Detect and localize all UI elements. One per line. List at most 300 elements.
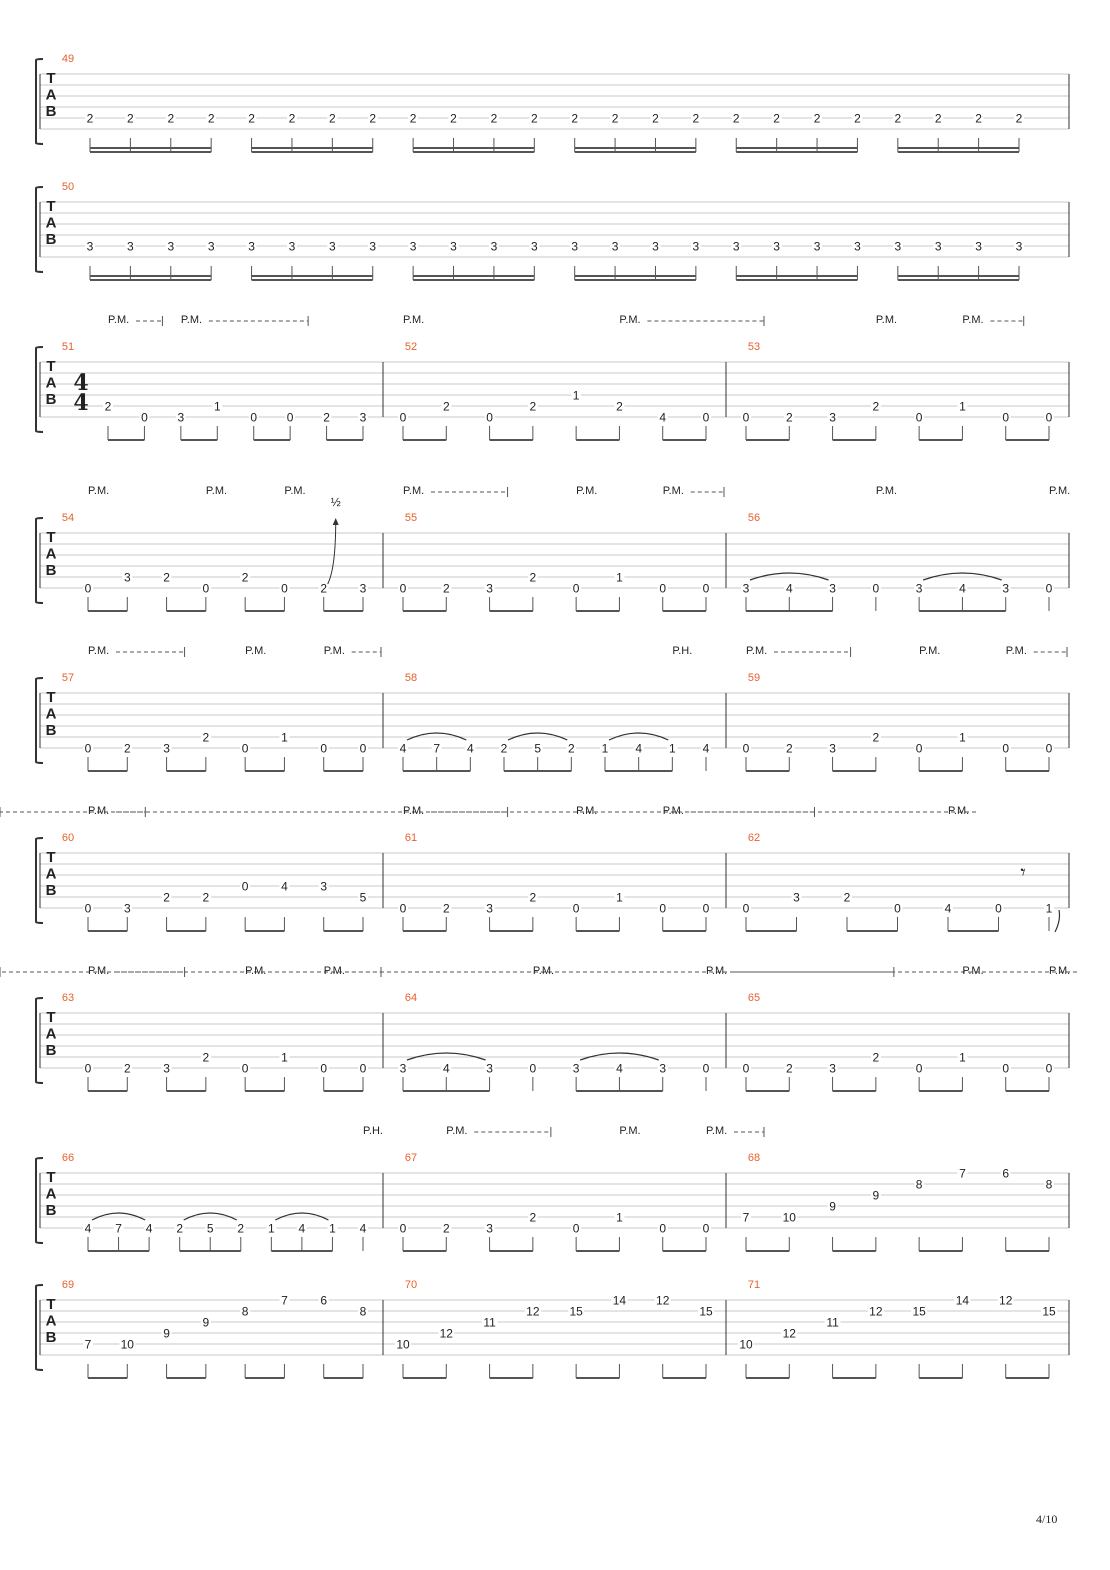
fret-number: 2: [813, 111, 821, 126]
fret-number: 3: [399, 1061, 407, 1076]
fret-number: 7: [742, 1210, 750, 1225]
tab-clef-letter: B: [45, 231, 57, 248]
tab-system-9: [36, 1285, 1069, 1378]
fret-number: 3: [123, 901, 131, 916]
fret-number: 3: [915, 581, 923, 596]
tab-clef-letter: B: [45, 103, 57, 120]
tab-clef-letter: B: [45, 1329, 57, 1346]
fret-number: 0: [742, 741, 750, 756]
fret-number: 3: [934, 239, 942, 254]
fret-number: 2: [104, 399, 112, 414]
palm-mute-label: P.M.: [919, 645, 941, 657]
pinch-harmonic-label: P.H.: [672, 645, 693, 657]
palm-mute-label: P.M.: [1049, 965, 1071, 977]
fret-number: 4: [84, 1221, 92, 1236]
page-number: 4/10: [1036, 1512, 1058, 1526]
fret-number: 0: [702, 581, 710, 596]
fret-number: 2: [500, 741, 508, 756]
tab-clef-letter: T: [46, 529, 56, 546]
measure-number: 61: [404, 832, 418, 844]
fret-number: 3: [486, 1061, 493, 1076]
fret-number: 8: [359, 1304, 367, 1319]
fret-number: 2: [975, 111, 982, 126]
fret-number: 3: [1002, 581, 1010, 596]
fret-number: 7: [433, 741, 441, 756]
measure-number: 58: [404, 672, 418, 684]
fret-number: 3: [248, 239, 255, 254]
bend-arrow: [328, 521, 336, 584]
fret-number: 2: [163, 890, 170, 905]
measure-number: 62: [747, 832, 761, 844]
bend-amount: ½: [330, 495, 341, 509]
fret-number: 1: [601, 741, 609, 756]
fret-number: 3: [692, 239, 700, 254]
tab-clef-letter: A: [45, 1025, 57, 1043]
fret-number: 0: [141, 410, 148, 425]
fret-number: 2: [652, 111, 659, 126]
fret-number: 0: [250, 410, 258, 425]
fret-number: 2: [202, 730, 210, 745]
fret-number: 0: [915, 410, 923, 425]
fret-number: 4: [785, 581, 793, 596]
fret-number: 2: [123, 1061, 131, 1076]
fret-number: 0: [742, 901, 750, 916]
tab-clef-letter: B: [45, 882, 57, 899]
fret-number: 4: [145, 1221, 153, 1236]
fret-number: 0: [399, 410, 407, 425]
fret-number: 0: [84, 901, 92, 916]
fret-number: 2: [894, 111, 902, 126]
fret-number: 5: [206, 1221, 214, 1236]
fret-number: 0: [659, 1221, 667, 1236]
fret-number: 8: [915, 1177, 923, 1192]
tab-system-1: [36, 59, 1069, 152]
tab-system-5: [36, 647, 1069, 771]
fret-number: 3: [167, 239, 175, 254]
tab-clef-letter: T: [46, 849, 56, 866]
fret-number: 0: [1002, 741, 1010, 756]
fret-number: 0: [529, 1061, 537, 1076]
fret-number: 2: [323, 410, 330, 425]
fret-number: 10: [739, 1337, 753, 1352]
fret-number: 2: [320, 581, 328, 596]
measure-number: 63: [61, 992, 75, 1004]
fret-number: 2: [785, 410, 793, 425]
tab-clef-letter: A: [45, 545, 57, 563]
time-signature-top: 4: [73, 370, 89, 396]
tab-clef-letter: A: [45, 86, 57, 104]
fret-number: 12: [439, 1326, 453, 1341]
fret-number: 2: [872, 730, 880, 745]
fret-number: 12: [656, 1293, 670, 1308]
fret-number: 0: [241, 741, 249, 756]
fret-number: 0: [286, 410, 294, 425]
fret-number: 0: [399, 901, 407, 916]
fret-number: 0: [702, 410, 710, 425]
fret-number: 8: [1045, 1177, 1053, 1192]
fret-number: 3: [773, 239, 780, 254]
fret-number: 9: [163, 1326, 170, 1341]
fret-number: 11: [483, 1315, 496, 1330]
measure-number: 59: [747, 672, 761, 684]
fret-number: 4: [281, 879, 288, 894]
fret-number: 0: [241, 1061, 249, 1076]
fret-number: 12: [999, 1293, 1013, 1308]
fret-number: 0: [486, 410, 493, 425]
fret-number: 4: [944, 901, 952, 916]
fret-number: 3: [572, 1061, 580, 1076]
fret-number: 12: [782, 1326, 796, 1341]
fret-number: 15: [1042, 1304, 1056, 1319]
fret-number: 0: [915, 741, 923, 756]
fret-number: 2: [692, 111, 700, 126]
fret-number: 2: [450, 111, 457, 126]
fret-number: 2: [288, 111, 296, 126]
tab-clef-letter: T: [46, 689, 56, 706]
fret-number: 2: [530, 111, 538, 126]
palm-mute-label: P.M.: [323, 965, 345, 977]
fret-number: 0: [1045, 581, 1053, 596]
fret-number: 0: [1002, 410, 1010, 425]
palm-mute-label: P.M.: [245, 965, 267, 977]
time-signature-bottom: 4: [73, 390, 89, 416]
fret-number: 3: [320, 879, 328, 894]
fret-number: 2: [176, 1221, 184, 1236]
fret-number: 6: [320, 1293, 328, 1308]
tab-clef-letter: A: [45, 1185, 57, 1203]
measure-number: 68: [747, 1152, 761, 1164]
palm-mute-label: P.M.: [1049, 485, 1071, 497]
bend-arrowhead: [333, 518, 339, 525]
fret-number: 0: [1045, 410, 1053, 425]
tab-system-8: [36, 1127, 1069, 1251]
fret-number: 1: [668, 741, 676, 756]
fret-number: 3: [127, 239, 134, 254]
fret-number: 2: [785, 741, 793, 756]
palm-mute-label: P.M.: [88, 805, 110, 817]
tab-clef-letter: A: [45, 214, 57, 232]
fret-number: 14: [612, 1293, 627, 1308]
fret-number: 3: [450, 239, 457, 254]
tab-clef-letter: A: [45, 374, 57, 392]
fret-number: 4: [442, 1061, 450, 1076]
palm-mute-label: P.M.: [746, 645, 768, 657]
fret-number: 7: [281, 1293, 288, 1308]
pinch-harmonic-label: P.H.: [363, 1125, 383, 1137]
measure-number: 55: [404, 512, 418, 524]
fret-number: 3: [854, 239, 861, 254]
fret-number: 3: [894, 239, 902, 254]
fret-number: 2: [86, 111, 94, 126]
measure-number: 71: [747, 1279, 761, 1291]
fret-number: 10: [782, 1210, 796, 1225]
fret-number: 3: [829, 741, 836, 756]
palm-mute-label: P.M.: [576, 805, 598, 817]
fret-number: 1: [959, 730, 966, 745]
fret-number: 1: [329, 1221, 336, 1236]
fret-number: 2: [1015, 111, 1023, 126]
fret-number: 4: [359, 1221, 367, 1236]
palm-mute-label: P.M.: [875, 485, 898, 497]
fret-number: 2: [442, 1221, 450, 1236]
palm-mute-label: P.M.: [245, 645, 267, 657]
fret-number: 0: [742, 410, 750, 425]
fret-number: 0: [281, 581, 288, 596]
measure-number: 54: [61, 512, 75, 524]
fret-number: 2: [616, 399, 623, 414]
fret-number: 3: [207, 239, 215, 254]
fret-number: 0: [241, 879, 249, 894]
fret-number: 2: [241, 570, 249, 585]
fret-number: 2: [202, 890, 210, 905]
fret-number: 3: [329, 239, 336, 254]
palm-mute-label: P.M.: [706, 965, 728, 977]
fret-number: 7: [115, 1221, 122, 1236]
fret-number: 3: [742, 581, 750, 596]
fret-number: 0: [572, 581, 580, 596]
fret-number: 0: [202, 581, 210, 596]
fret-number: 3: [530, 239, 538, 254]
palm-mute-label: P.M.: [108, 314, 130, 326]
fret-number: 4: [616, 1061, 623, 1076]
fret-number: 7: [84, 1337, 92, 1352]
slide-line: [1055, 910, 1060, 932]
fret-number: 0: [320, 741, 328, 756]
fret-number: 3: [829, 410, 836, 425]
fret-number: 2: [529, 1210, 537, 1225]
fret-number: 0: [399, 581, 407, 596]
fret-number: 2: [843, 890, 851, 905]
fret-number: 3: [486, 901, 493, 916]
fret-number: 3: [486, 1221, 493, 1236]
fret-number: 3: [813, 239, 821, 254]
tab-clef-letter: B: [45, 722, 57, 739]
measure-number: 57: [61, 672, 75, 684]
fret-number: 0: [659, 901, 667, 916]
fret-number: 0: [572, 1221, 580, 1236]
tab-clef-letter: B: [45, 1202, 57, 1219]
fret-number: 4: [659, 410, 667, 425]
measure-number: 49: [61, 53, 75, 65]
fret-number: 3: [1015, 239, 1023, 254]
fret-number: 3: [163, 1061, 170, 1076]
fret-number: 3: [659, 1061, 667, 1076]
fret-number: 2: [202, 1050, 210, 1065]
fret-number: 2: [329, 111, 336, 126]
palm-mute-label: P.M.: [180, 314, 203, 326]
palm-mute-label: P.M.: [962, 314, 984, 326]
fret-number: 1: [281, 730, 288, 745]
fret-number: 0: [359, 741, 367, 756]
palm-mute-label: P.M.: [403, 485, 425, 497]
measure-number: 70: [404, 1279, 418, 1291]
measure-number: 69: [61, 1279, 75, 1291]
fret-number: 2: [872, 399, 880, 414]
fret-number: 0: [84, 741, 92, 756]
tab-system-6: [0, 807, 1069, 932]
fret-number: 5: [534, 741, 542, 756]
palm-mute-label: P.M.: [403, 805, 425, 817]
fret-number: 1: [281, 1050, 288, 1065]
fret-number: 15: [569, 1304, 583, 1319]
fret-number: 4: [466, 741, 474, 756]
fret-number: 1: [616, 1210, 623, 1225]
fret-number: 2: [167, 111, 175, 126]
palm-mute-label: P.M.: [403, 314, 425, 326]
fret-number: 3: [490, 239, 498, 254]
fret-number: 15: [699, 1304, 713, 1319]
fret-number: 2: [529, 570, 537, 585]
tab-clef-letter: B: [45, 562, 57, 579]
palm-mute-label: P.M.: [662, 485, 684, 497]
palm-mute-label: P.M.: [446, 1125, 468, 1137]
measure-number: 66: [61, 1152, 75, 1164]
fret-number: 3: [288, 239, 296, 254]
palm-mute-label: P.M.: [88, 485, 110, 497]
fret-number: 0: [742, 1061, 750, 1076]
fret-number: 2: [773, 111, 780, 126]
fret-number: 3: [163, 741, 170, 756]
fret-number: 0: [84, 581, 92, 596]
tab-clef-letter: B: [45, 391, 57, 408]
fret-number: 0: [1045, 1061, 1053, 1076]
palm-mute-label: P.M.: [875, 314, 898, 326]
fret-number: 0: [894, 901, 901, 916]
fret-number: 2: [163, 570, 170, 585]
fret-number: 2: [369, 111, 377, 126]
measure-number: 56: [747, 512, 761, 524]
fret-number: 0: [572, 901, 580, 916]
fret-number: 5: [359, 890, 367, 905]
tab-clef-letter: T: [46, 70, 56, 87]
fret-number: 3: [486, 581, 493, 596]
measure-number: 65: [747, 992, 761, 1004]
fret-number: 2: [611, 111, 619, 126]
fret-number: 0: [995, 901, 1002, 916]
palm-mute-label: P.M.: [284, 485, 306, 497]
fret-number: 2: [934, 111, 942, 126]
fret-number: 3: [652, 239, 659, 254]
fret-number: 3: [123, 570, 131, 585]
fret-number: 15: [912, 1304, 926, 1319]
fret-number: 0: [320, 1061, 328, 1076]
fret-number: 2: [490, 111, 498, 126]
palm-mute-label: P.M.: [619, 1125, 641, 1137]
fret-number: 3: [975, 239, 982, 254]
measure-number: 67: [404, 1152, 418, 1164]
palm-mute-label: P.M.: [532, 965, 555, 977]
fret-number: 2: [248, 111, 255, 126]
fret-number: 1: [959, 1050, 966, 1065]
tab-clef-letter: B: [45, 1042, 57, 1059]
fret-number: 0: [872, 581, 880, 596]
fret-number: 2: [442, 399, 450, 414]
tab-clef-letter: T: [46, 1296, 56, 1313]
fret-number: 3: [409, 239, 417, 254]
fret-number: 0: [84, 1061, 92, 1076]
fret-number: 0: [702, 901, 710, 916]
fret-number: 3: [359, 581, 367, 596]
palm-mute-label: P.M.: [323, 645, 345, 657]
fret-number: 3: [793, 890, 800, 905]
measure-number: 53: [747, 341, 761, 353]
fret-number: 3: [571, 239, 579, 254]
fret-number: 2: [529, 890, 537, 905]
fret-number: 1: [616, 570, 623, 585]
fret-number: 2: [872, 1050, 880, 1065]
palm-mute-label: P.M.: [706, 1125, 728, 1137]
fret-number: 3: [829, 1061, 836, 1076]
fret-number: 2: [529, 399, 537, 414]
fret-number: 7: [959, 1166, 966, 1181]
fret-number: 11: [826, 1315, 839, 1330]
fret-number: 1: [1045, 901, 1053, 916]
palm-mute-label: P.M.: [88, 965, 110, 977]
tab-clef-letter: T: [46, 1009, 56, 1026]
fret-number: 14: [955, 1293, 970, 1308]
fret-number: 0: [702, 1061, 710, 1076]
fret-number: 9: [829, 1199, 836, 1214]
fret-number: 9: [872, 1188, 880, 1203]
palm-mute-label: P.M.: [948, 805, 970, 817]
measure-number: 52: [404, 341, 418, 353]
fret-number: 0: [1045, 741, 1053, 756]
fret-number: 4: [702, 741, 710, 756]
fret-number: 3: [732, 239, 740, 254]
fret-number: 9: [202, 1315, 210, 1330]
fret-number: 1: [267, 1221, 275, 1236]
tab-system-2: [36, 187, 1069, 280]
fret-number: 4: [959, 581, 966, 596]
fret-number: 0: [659, 581, 667, 596]
fret-number: 2: [127, 111, 134, 126]
fret-number: 1: [213, 399, 221, 414]
tab-system-3: [36, 316, 1069, 440]
fret-number: 2: [123, 741, 131, 756]
tab-clef-letter: A: [45, 865, 57, 883]
palm-mute-label: P.M.: [619, 314, 641, 326]
fret-number: 2: [854, 111, 861, 126]
fret-number: 3: [829, 581, 836, 596]
palm-mute-label: P.M.: [205, 485, 228, 497]
measure-number: 64: [404, 992, 418, 1004]
fret-number: 0: [915, 1061, 923, 1076]
fret-number: 0: [1002, 1061, 1010, 1076]
fret-number: 12: [869, 1304, 883, 1319]
fret-number: 2: [409, 111, 417, 126]
palm-mute-label: P.M.: [962, 965, 984, 977]
fret-number: 4: [399, 741, 407, 756]
fret-number: 1: [616, 890, 623, 905]
tab-clef-letter: T: [46, 198, 56, 215]
fret-number: 2: [567, 741, 575, 756]
fret-number: 2: [237, 1221, 245, 1236]
fret-number: 3: [86, 239, 94, 254]
tab-clef-letter: T: [46, 358, 56, 375]
fret-number: 2: [732, 111, 740, 126]
fret-number: 4: [298, 1221, 306, 1236]
tab-system-4: [36, 487, 1069, 611]
measure-number: 60: [61, 832, 75, 844]
tab-clef-letter: A: [45, 1312, 57, 1330]
eighth-rest: 𝄾: [1020, 860, 1026, 884]
fret-number: 2: [207, 111, 215, 126]
fret-number: 0: [399, 1221, 407, 1236]
fret-number: 10: [396, 1337, 410, 1352]
tab-clef-letter: A: [45, 705, 57, 723]
palm-mute-label: P.M.: [1005, 645, 1027, 657]
tab-clef-letter: T: [46, 1169, 56, 1186]
